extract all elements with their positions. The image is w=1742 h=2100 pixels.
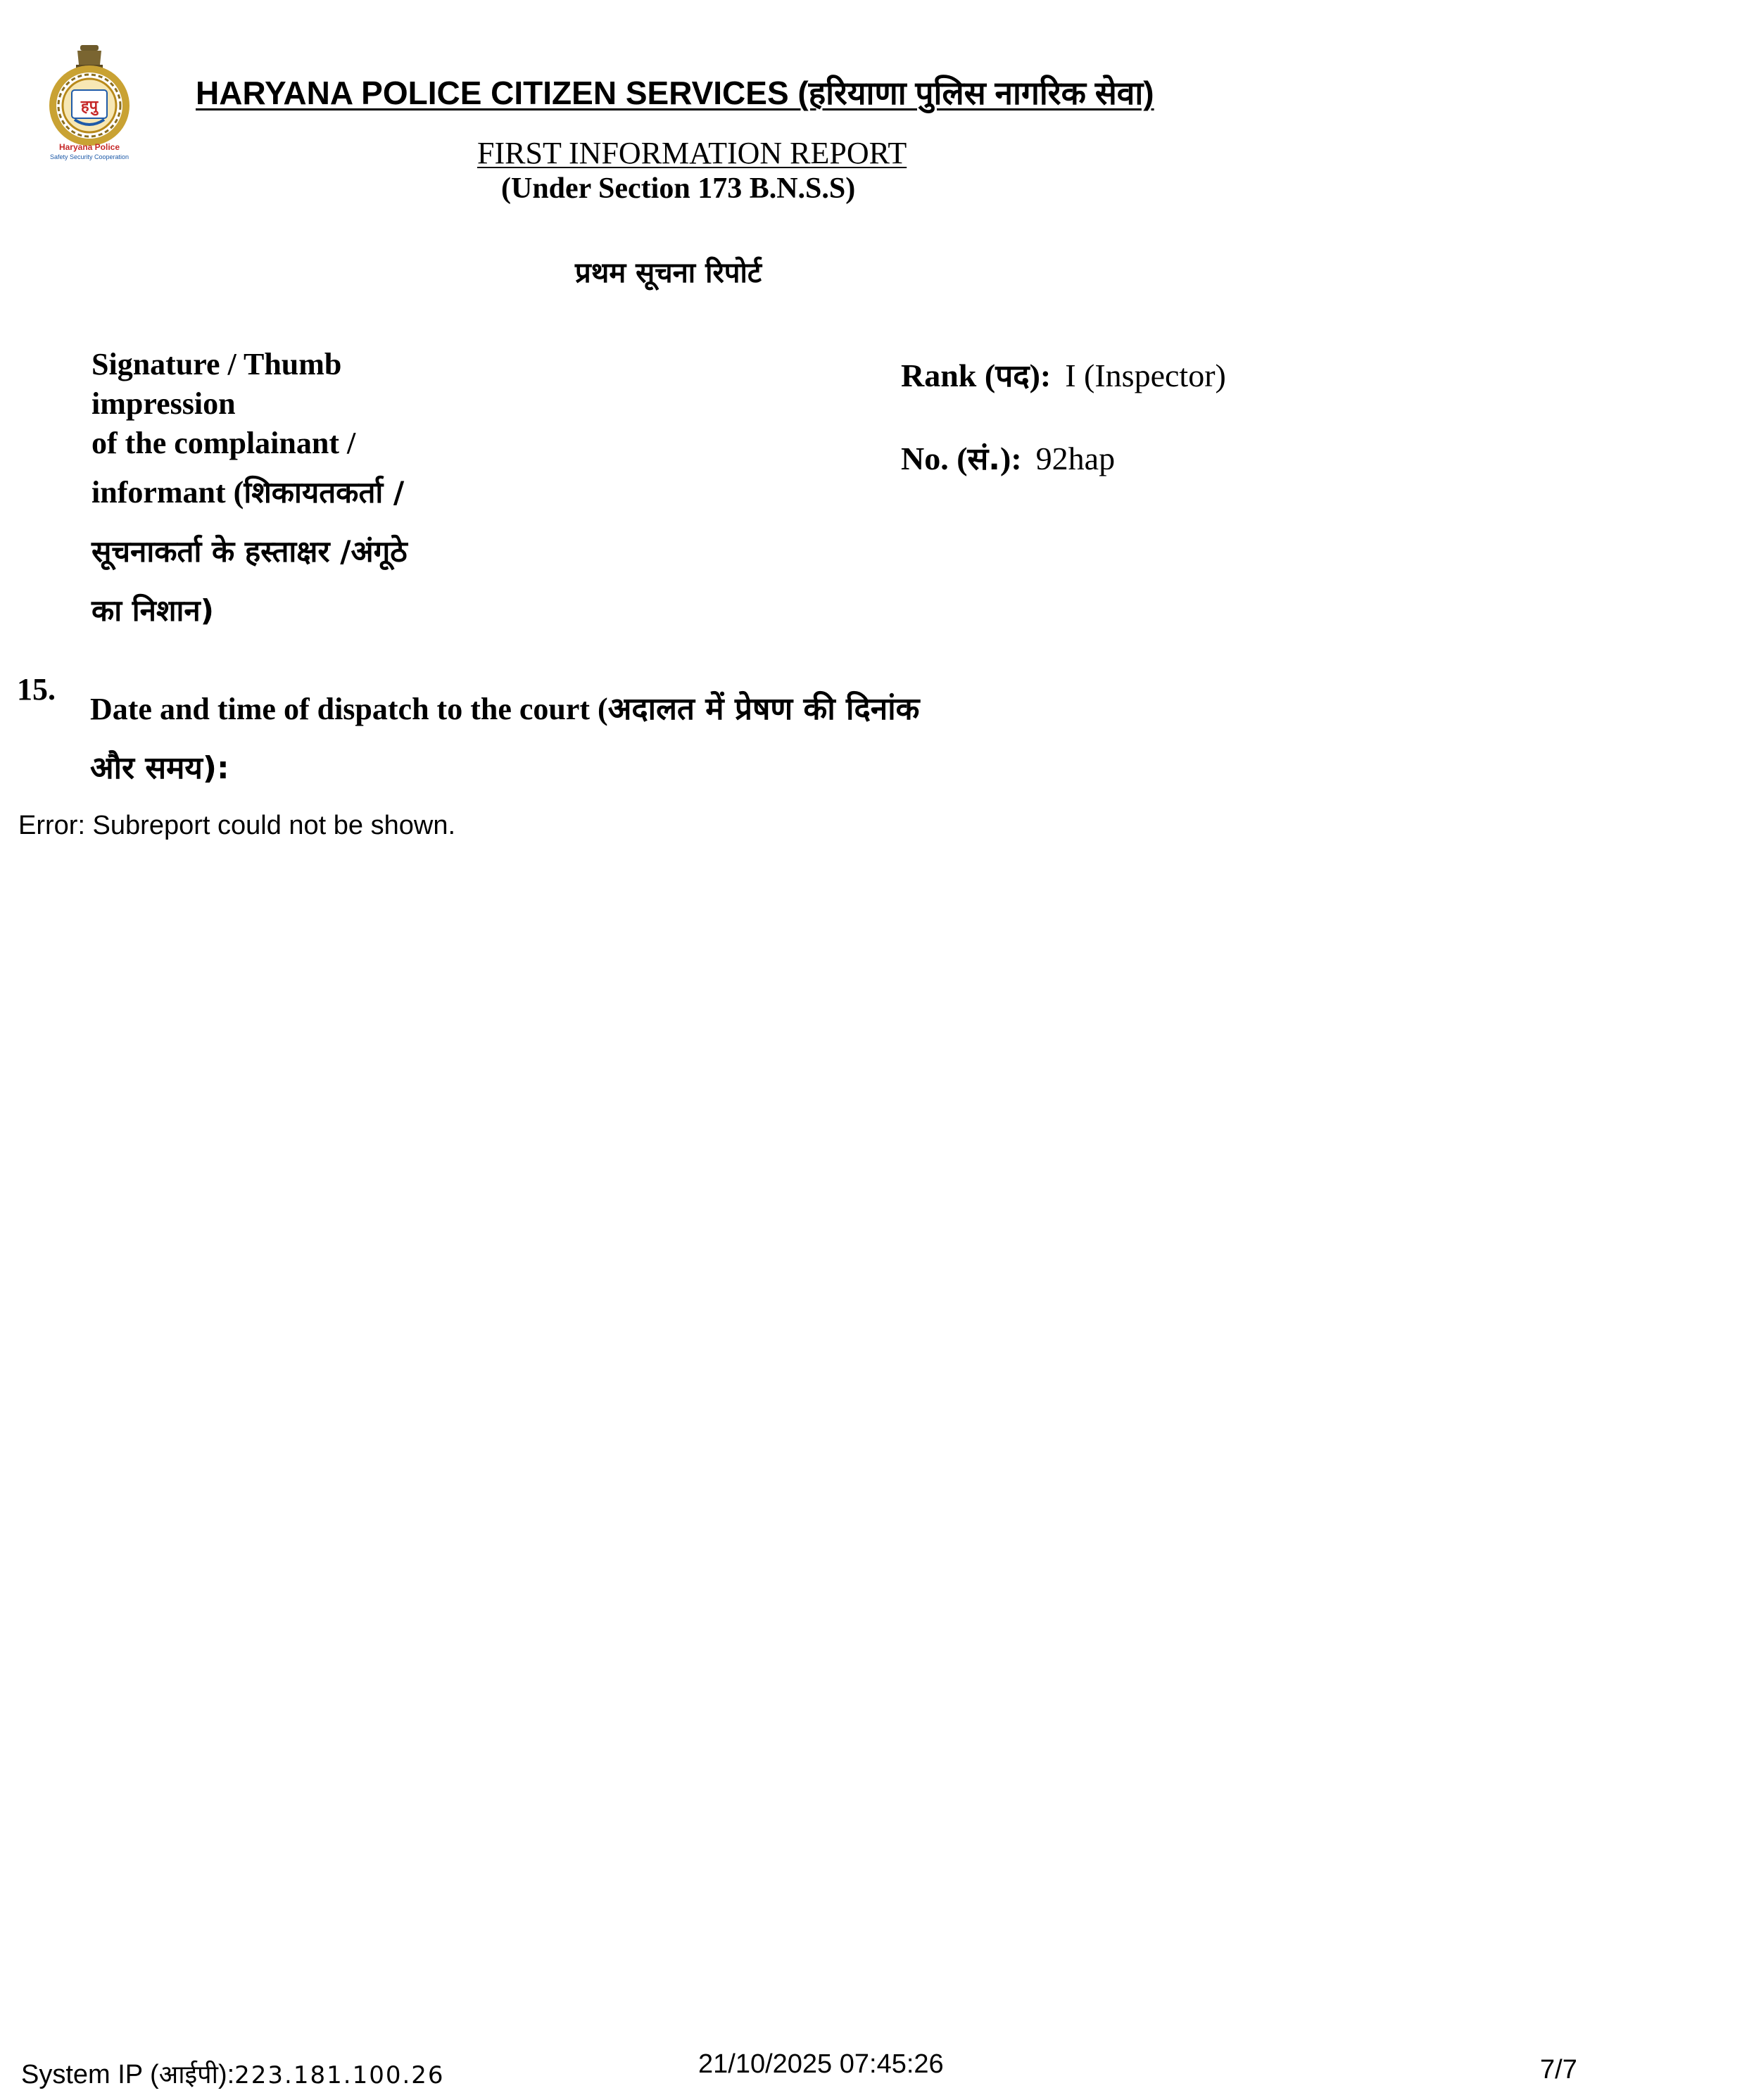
rank-label xyxy=(901,358,1051,393)
rank-label-hi: पद xyxy=(995,358,1030,394)
ip-label-hi: आईपी xyxy=(158,2061,218,2089)
haryana-police-logo xyxy=(37,44,142,167)
signature-line-4-en: informant ( xyxy=(91,475,244,510)
rank-row xyxy=(901,353,1226,396)
signature-line-2: impression xyxy=(91,386,236,421)
number-label xyxy=(901,441,1022,476)
ip-value: 223.181.100.26 xyxy=(234,2061,445,2089)
org-header: HARYANA POLICE CITIZEN SERVICES (हरियाणा पुलिस नागरिक सेवा) xyxy=(196,75,1154,111)
number-label-hi: सं. xyxy=(967,441,1001,477)
item-15-number: 15. xyxy=(17,672,56,707)
rank-label-en: Rank ( xyxy=(901,358,996,393)
number-label-suffix: ): xyxy=(1000,441,1022,476)
item-15-line-1 xyxy=(90,680,1146,739)
subreport-error: Error: Subreport could not be shown. xyxy=(18,811,456,840)
footer-datetime: 21/10/2025 07:45:26 xyxy=(698,2049,944,2079)
rank-label-suffix: ): xyxy=(1029,358,1052,393)
signature-line-4 xyxy=(91,463,556,522)
item-15-label-en: Date and time of dispatch to the court ( xyxy=(90,692,608,726)
logo-emblem-text: हपु xyxy=(80,98,99,115)
item-15-label xyxy=(90,680,1146,798)
item-15-label-hi-2: और समय): xyxy=(90,750,229,786)
signature-line-6: का निशान) xyxy=(91,593,214,628)
logo-tagline: Safety Security Cooperation xyxy=(49,153,130,160)
number-row xyxy=(901,436,1115,479)
ip-label-en: System IP ( xyxy=(21,2060,159,2089)
signature-line-3: of the complainant / xyxy=(91,426,356,460)
signature-line-5: सूचनाकर्ता के हस्ताक्षर /अंगूठे xyxy=(91,534,408,569)
report-title-hindi: प्रथम सूचना रिपोर्ट xyxy=(575,257,762,289)
item-15-label-hi-1: अदालत में प्रेषण की दिनांक xyxy=(607,691,920,727)
report-section: (Under Section 173 B.N.S.S) xyxy=(501,172,856,205)
logo-title: Haryana Police xyxy=(58,142,120,152)
ip-label-suffix: ): xyxy=(217,2060,235,2089)
signature-line-1: Signature / Thumb xyxy=(91,347,342,381)
number-label-en: No. ( xyxy=(901,441,968,476)
signature-label xyxy=(91,345,556,640)
footer-system-ip xyxy=(21,2056,445,2091)
report-title: FIRST INFORMATION REPORT xyxy=(477,136,907,170)
number-value: 92hap xyxy=(1035,441,1116,476)
rank-value: I (Inspector) xyxy=(1065,358,1226,393)
footer-page-number: 7/7 xyxy=(1540,2055,1577,2085)
signature-line-4-hi: शिकायतकर्ता / xyxy=(244,475,405,510)
